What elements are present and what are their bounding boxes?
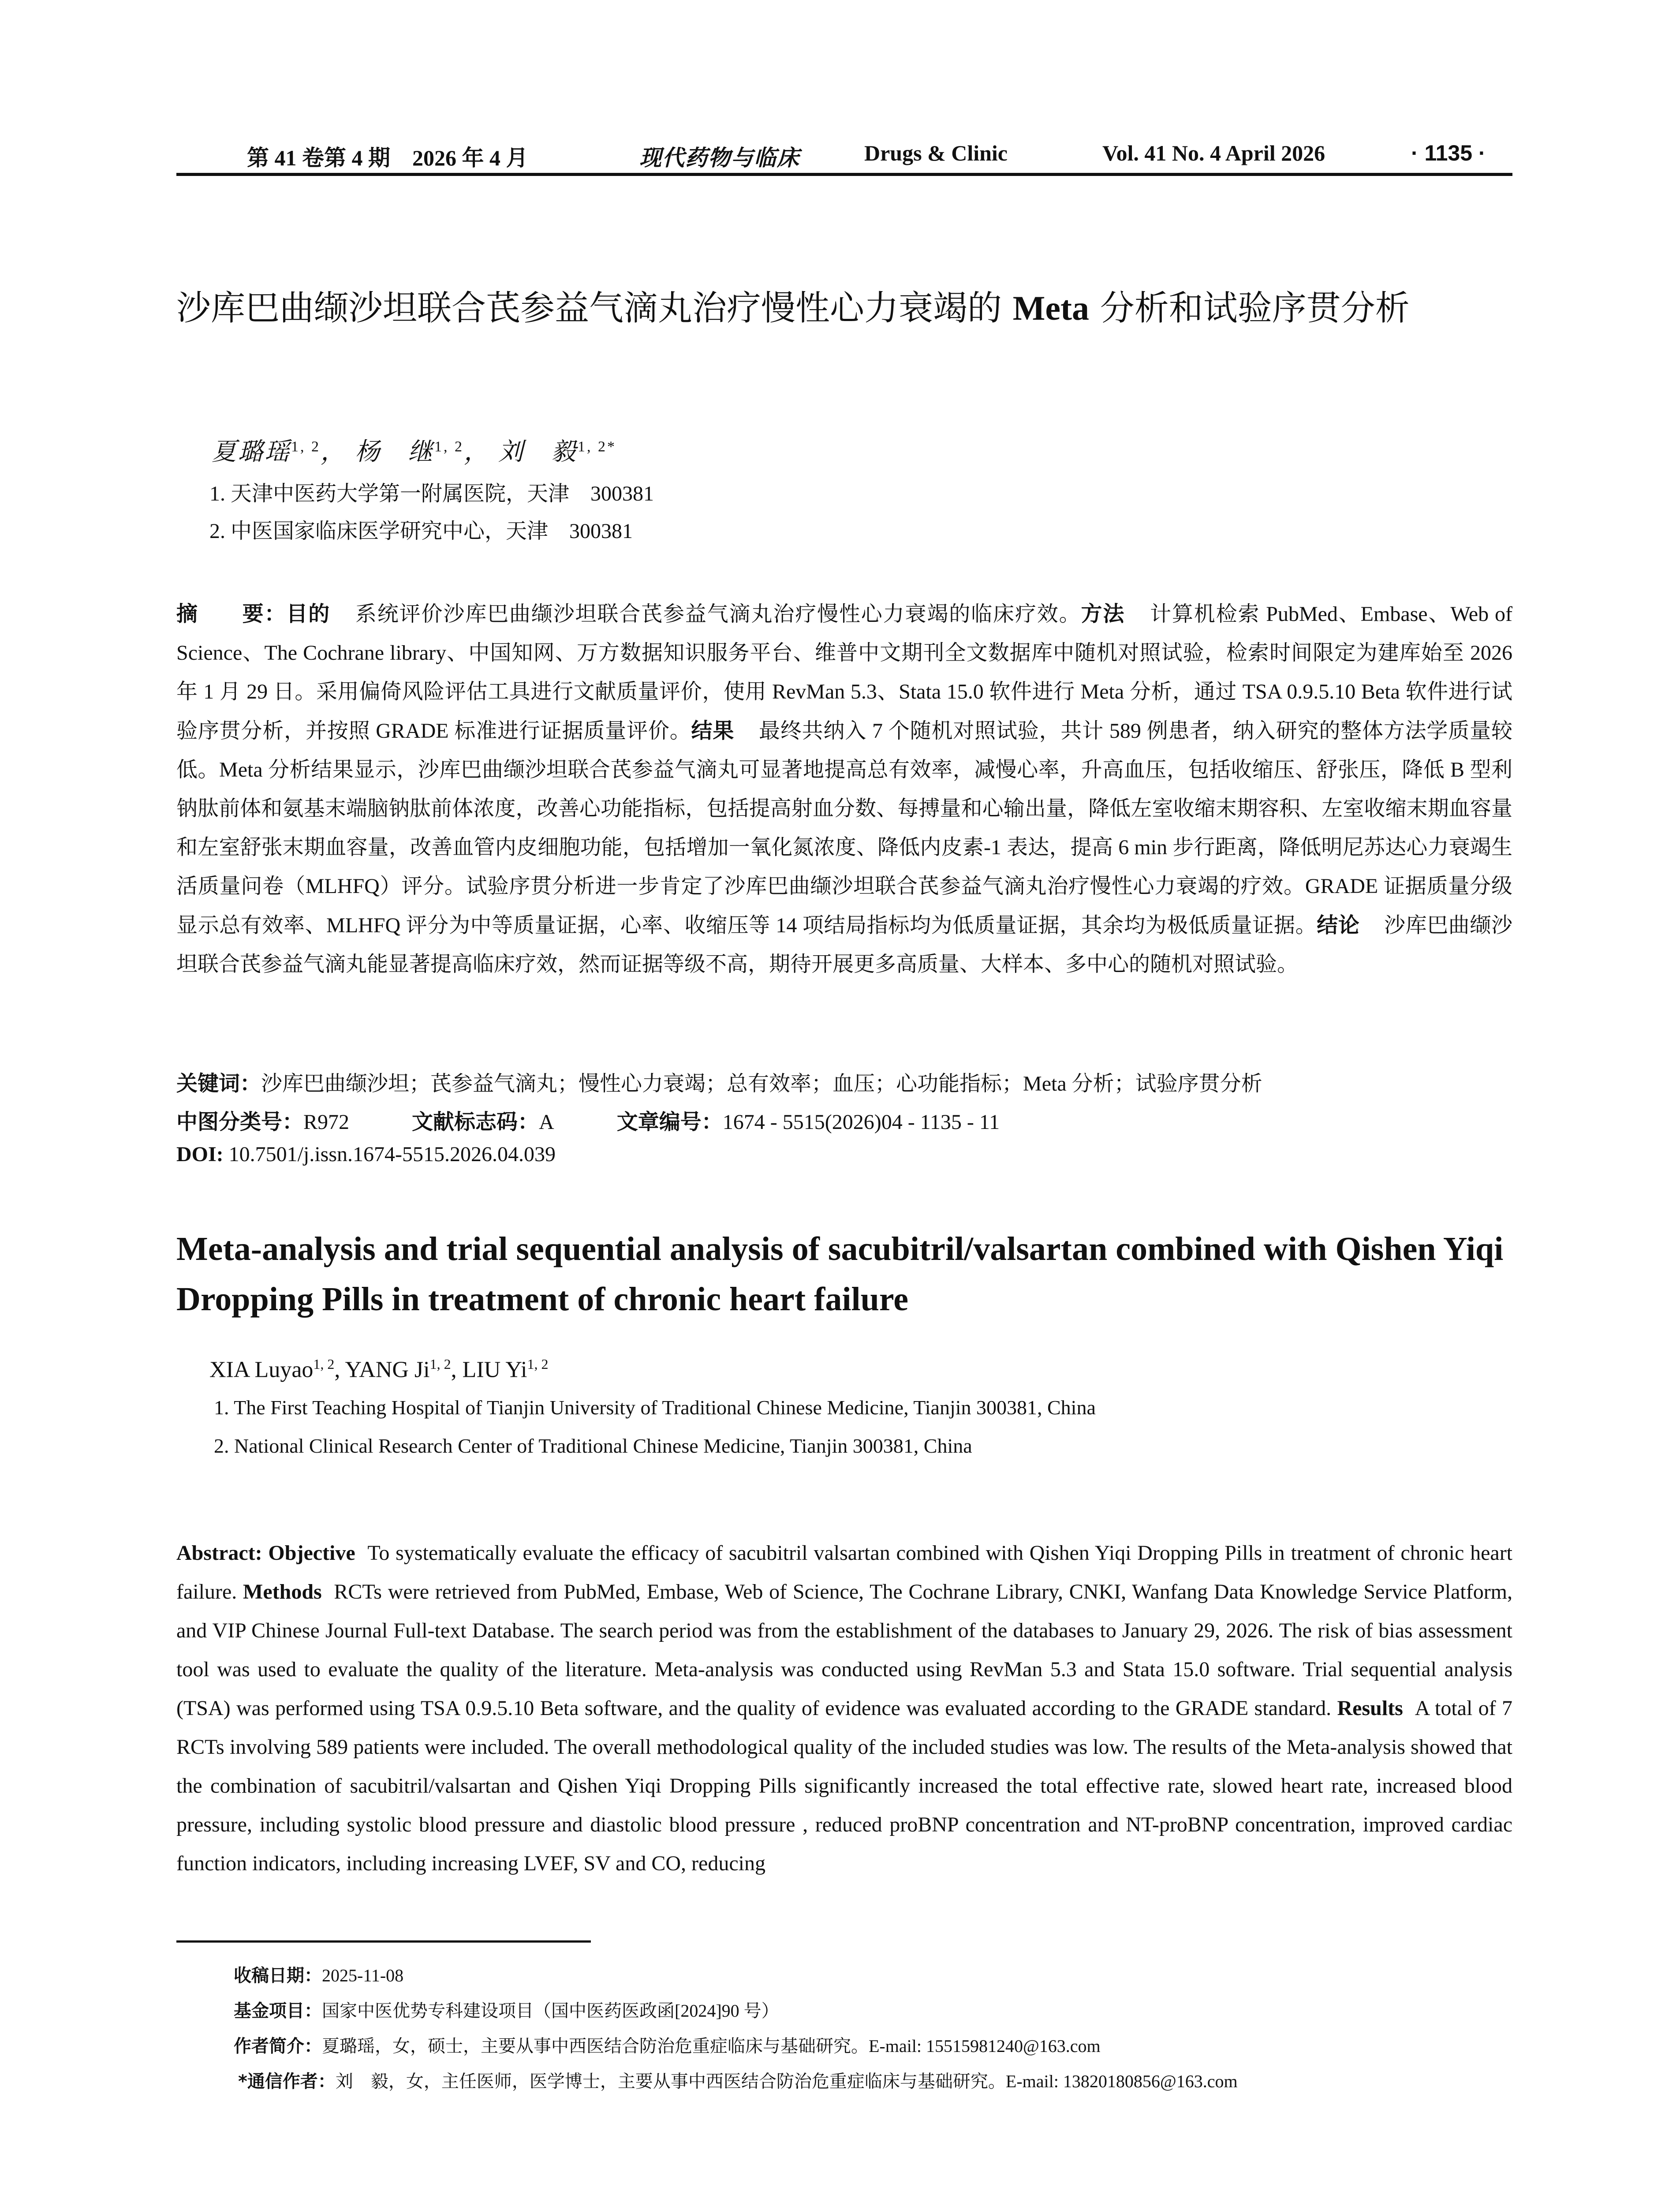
footnote-corresponding-author — [238, 2067, 1238, 2093]
classification-line — [176, 1105, 1000, 1135]
keywords-text: 沙库巴曲缬沙坦；芪参益气滴丸；慢性心力衰竭；总有效率；血压；心功能指标；Meta 分析；试验序贯分析 — [261, 1072, 1262, 1095]
doi-label: DOI: — [176, 1143, 224, 1166]
affiliation-en-1: 1. The First Teaching Hospital of Tianjin University of Traditional Chinese Medicine, Tianjin 300381, China — [214, 1396, 1096, 1419]
journal-name-cn: 现代药物与临床 — [639, 146, 800, 170]
affiliation-cn-2: 2. 中医国家临床医学研究中心，天津 300381 — [209, 519, 633, 543]
author-name: LIU Yi — [462, 1357, 527, 1383]
author-name: 杨 继 — [355, 438, 434, 466]
title-cn-meta: Meta — [1012, 289, 1090, 327]
corresponding-text: 刘 毅，女，主任医师，医学博士，主要从事中西医结合防治危重症临床与基础研究。E-mail: 13820180856@163.com — [335, 2071, 1238, 2091]
volume-info: Vol. 41 No. 4 April 2026 — [1102, 141, 1325, 165]
abstract-en-label: Abstract: Objective — [176, 1541, 355, 1565]
author-name: YANG Ji — [345, 1357, 430, 1383]
author-affil-sup: 1, 2* — [578, 438, 616, 455]
author-affil-sup: 1, 2 — [527, 1356, 549, 1372]
title-en: Meta-analysis and trial sequential analysis of sacubitril/valsartan combined with Qishen Yiqi Dropping Pills in treatment of chronic heart failure — [176, 1230, 1504, 1318]
header-rule — [176, 173, 1512, 176]
author-affil-sup: 1, 2 — [291, 438, 321, 455]
doc-code-label: 文献标志码： — [412, 1110, 539, 1134]
footnote-received — [234, 1962, 403, 1987]
article-no-value: 1674 - 5515(2026)04 - 1135 - 11 — [722, 1110, 1000, 1134]
doi-line — [176, 1142, 556, 1166]
article-no-label: 文章编号： — [616, 1110, 723, 1134]
footnote-author-bio — [234, 2032, 1101, 2057]
fund-text: 国家中医优势专科建设项目（国中医药医政函[2024]90 号） — [322, 2001, 779, 2021]
clc-value: R972 — [303, 1110, 350, 1134]
author-name: XIA Luyao — [209, 1357, 314, 1383]
conclusion-label: 结论 — [1317, 913, 1360, 938]
doc-code-value: A — [539, 1110, 554, 1134]
results-en-text: A total of 7 RCTs involving 589 patients were included. The overall methodological quality of the included studies was low. The results of the Meta-analysis showed that the combination of sacubitril/valsartan and Qishen Yiqi Dropping Pills significantly increased the total effective rate, slowed heart rate, increased blood pressure, including systolic blood pressure and diastolic blood pressure , reduced proBNP concentration and NT-proBNP concentration, improved cardiac function indicators, including increasing LVEF, SV and CO, reducing — [176, 1697, 1513, 1875]
clc-label: 中图分类号： — [176, 1110, 304, 1134]
methods-text: 计算机检索 PubMed、Embase、Web of Science、The Cochrane library、中国知网、万方数据知识服务平台、维普中文期刊全文数据库中随机对照试验，检索时间限定为建库始至 2026 年 1 月 29 日。采用偏倚风险评估工具进行文献质量评价，使用 RevMan 5.3、Stata 15.0 软件进行 Meta 分析，通过 TSA 0.9.5.10 Beta 软件进行试验序贯分析，并按照 GRADE 标准进行证据质量评价。 — [176, 602, 1512, 743]
objective-label: 目的 — [286, 602, 331, 626]
page-number: · 1135 · — [1411, 141, 1486, 165]
corresponding-label: *通信作者： — [238, 2071, 336, 2092]
issue-info: 第 41 卷第 4 期 2026 年 4 月 — [247, 146, 528, 170]
footnote-fund — [234, 1997, 779, 2022]
methods-label: 方法 — [1081, 602, 1125, 626]
conclusion-text: 沙库巴曲缬沙坦联合芪参益气滴丸能显著提高临床疗效，然而证据等级不高，期待开展更多高质量、大样本、多中心的随机对照试验。 — [176, 914, 1512, 976]
footnote-rule — [176, 1940, 591, 1943]
abstract-en — [176, 1534, 1512, 1883]
authors-en: XIA Luyao$^{1, 2}$, YANG Ji$^{1, 2}$, LIU Yi$^{1, 2}$ — [209, 1356, 549, 1383]
results-text: 最终共纳入 7 个随机对照试验，共计 589 例患者，纳入研究的整体方法学质量较低。Meta 分析结果显示，沙库巴曲缬沙坦联合芪参益气滴丸可显著地提高总有效率，减慢心率，升高血压，包括收缩压、舒张压，降低 B 型利钠肽前体和氨基末端脑钠肽前体浓度，改善心功能指标，包括提高射血分数、每搏量和心输出量，降低左室收缩末期容积、左室收缩末期血容量和左室舒张末期血容量，改善血管内皮细胞功能，包括增加一氧化氮浓度、降低内皮素-1 表达，提高 6 min 步行距离，降低明尼苏达心力衰竭生活质量问卷（MLHFQ）评分。试验序贯分析进一步肯定了沙库巴曲缬沙坦联合芪参益气滴丸治疗慢性心力衰竭的疗效。GRADE 证据质量分级显示总有效率、MLHFQ 评分为中等质量证据，心率、收缩压等 14 项结局指标均为低质量证据，其余均为极低质量证据。 — [176, 719, 1512, 937]
authors-cn: 夏璐瑶$^{1, 2}$， 杨 继$^{1, 2}$， 刘 毅$^{1, 2*}$ — [212, 438, 616, 466]
running-header — [176, 140, 1512, 171]
affiliation-cn-1: 1. 天津中医药大学第一附属医院，天津 300381 — [209, 482, 654, 505]
keywords-label: 关键词： — [176, 1071, 261, 1096]
title-cn-part1: 沙库巴曲缬沙坦联合芪参益气滴丸治疗慢性心力衰竭的 — [176, 288, 1013, 328]
keywords-cn — [176, 1066, 1262, 1097]
objective-text: 系统评价沙库巴曲缬沙坦联合芪参益气滴丸治疗慢性心力衰竭的临床疗效。 — [355, 602, 1081, 626]
methods-en-label: Methods — [243, 1580, 322, 1603]
title-cn — [176, 282, 1512, 334]
results-label: 结果 — [691, 718, 735, 743]
author-affil-sup: 1, 2 — [313, 1356, 335, 1372]
title-cn-part2: 分析和试验序贯分析 — [1089, 288, 1410, 328]
methods-en-text: RCTs were retrieved from PubMed, Embase, Web of Science, The Cochrane Library, CNKI, Wanfang Data Knowledge Service Platform, and VIP Chinese Journal Full-text Database. The search period was from the establishment of the databases to January 29, 2026. The risk of bias assessment tool was used to evaluate the quality of the literature. Meta-analysis was conducted using RevMan 5.3 and Stata 15.0 software. Trial sequential analysis (TSA) was performed using TSA 0.9.5.10 Beta software, and the quality of evidence was evaluated according to the GRADE standard. — [176, 1580, 1513, 1720]
author-affil-sup: 1, 2 — [434, 438, 464, 455]
received-date: 2025-11-08 — [322, 1966, 404, 1985]
author-name: 刘 毅 — [498, 438, 578, 466]
author-affil-sup: 1, 2 — [429, 1356, 451, 1372]
author-bio-label: 作者简介： — [234, 2036, 322, 2056]
abstract-cn — [176, 594, 1512, 984]
received-label: 收稿日期： — [234, 1966, 322, 1986]
results-en-label: Results — [1337, 1697, 1403, 1720]
journal-name-en: Drugs & Clinic — [864, 141, 1008, 165]
author-name: 夏璐瑶 — [212, 438, 291, 466]
objective-en-text: To systematically evaluate the efficacy of sacubitril valsartan combined with Qishen Yiqi Dropping Pills in treatment of chronic heart failure. — [176, 1541, 1513, 1603]
abstract-label: 摘 要： — [176, 602, 287, 626]
doi-value[interactable]: 10.7501/j.issn.1674-5515.2026.04.039 — [223, 1143, 556, 1166]
author-bio-text: 夏璐瑶，女，硕士，主要从事中西医结合防治危重症临床与基础研究。E-mail: 15515981240@163.com — [322, 2036, 1101, 2056]
affiliation-en-2: 2. National Clinical Research Center of Traditional Chinese Medicine, Tianjin 300381, China — [214, 1435, 972, 1457]
fund-label: 基金项目： — [234, 2001, 322, 2021]
